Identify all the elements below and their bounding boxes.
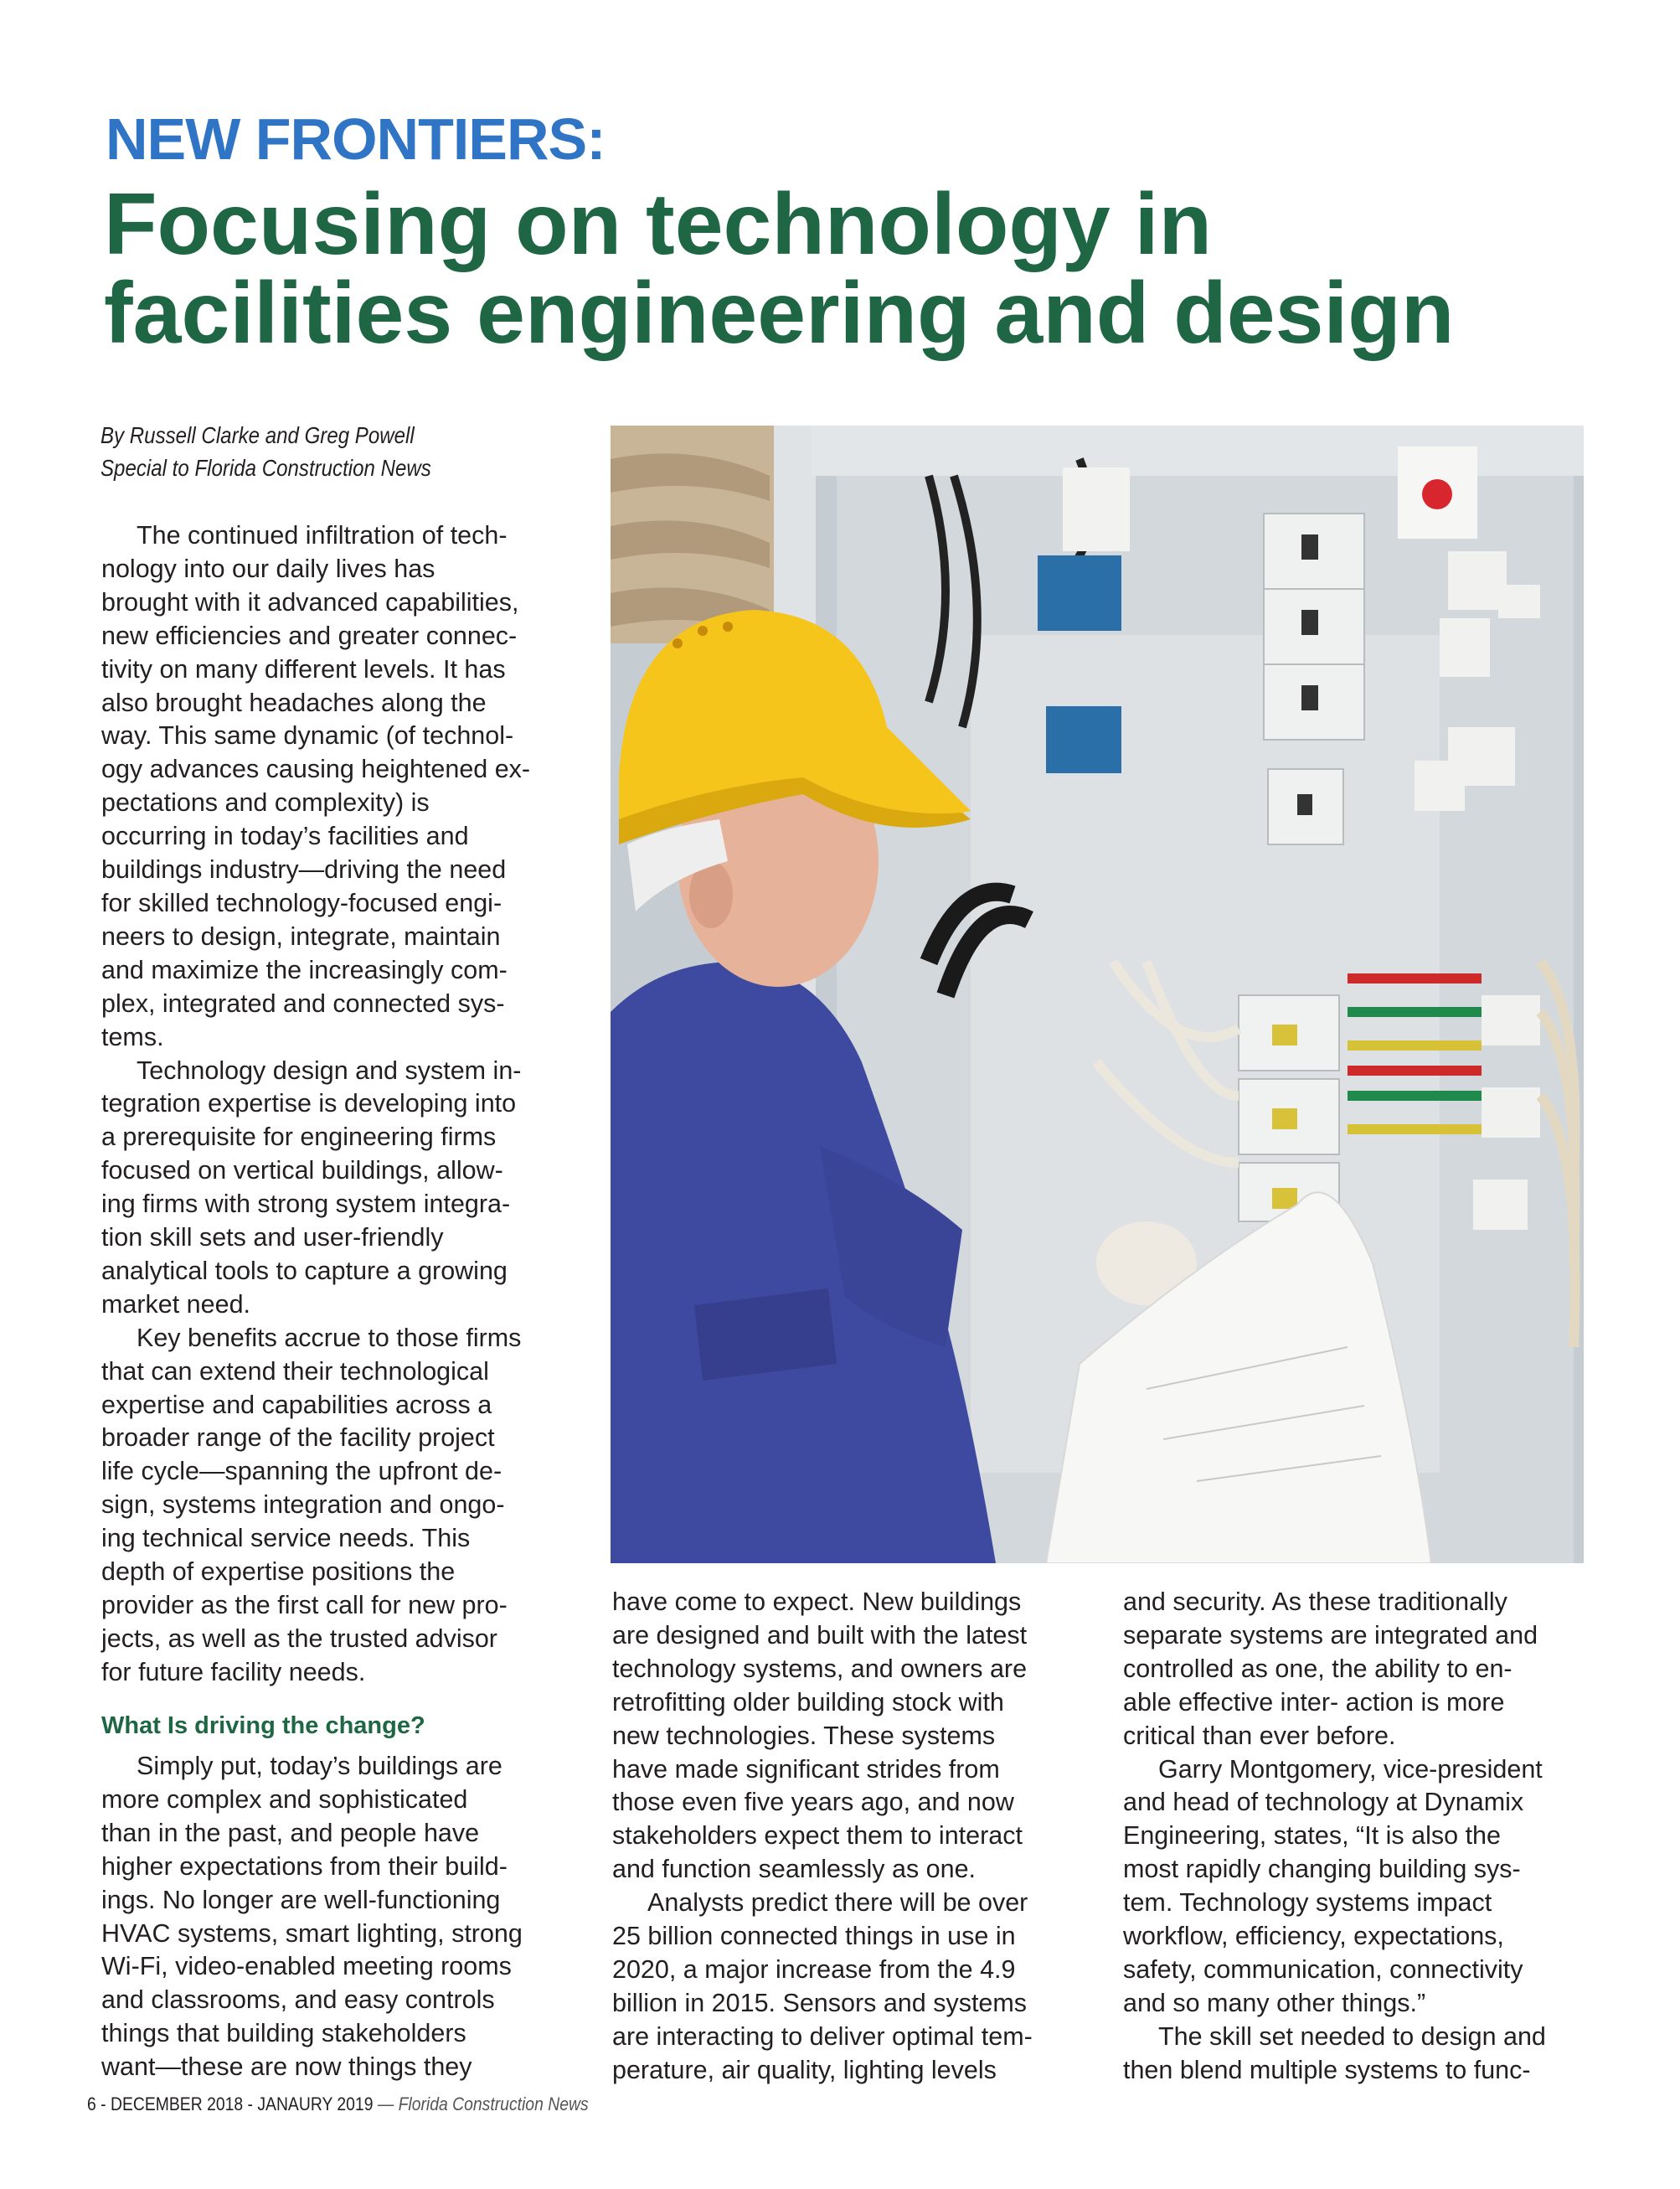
text-line: and maximize the increasingly com- [101, 955, 508, 984]
electrician-photo-illustration [611, 426, 1584, 1563]
text-line: tivity on many different levels. It has [101, 654, 506, 684]
text-line: are interacting to deliver optimal tem- [612, 2021, 1033, 2051]
side-label-3 [1498, 585, 1540, 618]
text-line: for future facility needs. [101, 1657, 366, 1686]
byline-affiliation: Special to Florida Construction News [100, 455, 431, 481]
text-line: jects, as well as the trusted advisor [101, 1624, 497, 1653]
text-line: and head of technology at Dynamix [1123, 1788, 1524, 1817]
text-line: tion skill sets and user-friendly [101, 1223, 444, 1252]
text-line: Key benefits accrue to those firms [137, 1323, 522, 1352]
text-line: are designed and built with the latest [612, 1620, 1028, 1649]
blue-terminal-block-1 [1038, 555, 1121, 631]
text-line: most rapidly changing building sys- [1123, 1855, 1521, 1884]
text-line: Garry Montgomery, vice-president [1158, 1754, 1543, 1784]
text-line: critical than ever before. [1123, 1721, 1396, 1750]
text-line: that can extend their technological [101, 1356, 489, 1386]
hat-vent-icon [673, 638, 683, 648]
text-line: than in the past, and people have [101, 1818, 480, 1847]
text-line: life cycle—spanning the upfront de- [101, 1457, 502, 1486]
byline [100, 419, 431, 484]
text-line: and classrooms, and easy controls [101, 1985, 495, 2015]
text-line: The continued infiltration of tech- [137, 521, 508, 550]
section-kicker: NEW FRONTIERS: [106, 106, 606, 172]
text-line: separate systems are integrated and [1123, 1620, 1538, 1649]
article-column-1 [101, 519, 570, 1690]
text-line: ogy advances causing heightened ex- [101, 755, 531, 784]
article-title-line-1: Focusing on technology in [104, 176, 1213, 273]
bag-folds [611, 453, 770, 635]
text-line: analytical tools to capture a growing [101, 1256, 508, 1285]
cable-label [1063, 467, 1130, 551]
section-subhead: What Is driving the change? [101, 1712, 425, 1739]
article-title-line-2: facilities engineering and design [104, 265, 1455, 362]
article-photo [611, 426, 1584, 1563]
text-line: neers to design, integrate, maintain [101, 922, 501, 951]
text-line: depth of expertise positions the [101, 1557, 456, 1587]
text-line: Wi-Fi, video-enabled meeting rooms [101, 1952, 512, 1981]
text-line: ing technical service needs. This [101, 1524, 471, 1553]
page-footer [87, 2093, 589, 2116]
text-line: way. This same dynamic (of technol- [101, 721, 514, 751]
red-dot-icon [1422, 479, 1452, 509]
text-line: more complex and sophisticated [101, 1784, 468, 1814]
text-line: 2020, a major increase from the 4.9 [612, 1954, 1016, 1984]
text-line: technology systems, and owners are [612, 1654, 1028, 1683]
text-line: ing firms with strong system integra- [101, 1190, 511, 1219]
text-line: nology into our daily lives has [101, 554, 435, 583]
text-line: Analysts predict there will be over [647, 1888, 1028, 1918]
text-line: and so many other things.” [1123, 1988, 1426, 2017]
text-line: things that building stakeholders [101, 2019, 466, 2048]
text-line: and security. As these traditionally [1123, 1588, 1507, 1616]
text-line: brought with it advanced capabilities, [101, 587, 519, 617]
text-line: higher expectations from their build- [101, 1851, 508, 1881]
text-line: occurring in today’s facilities and [101, 822, 469, 851]
text-line: Technology design and system in- [137, 1056, 522, 1085]
text-line: tem. Technology systems impact [1123, 1888, 1492, 1918]
text-line: market need. [101, 1289, 251, 1319]
text-line: billion in 2015. Sensors and systems [612, 1988, 1028, 2017]
text-line: Simply put, today’s buildings are [137, 1752, 502, 1780]
text-line: for skilled technology-focused engi- [101, 888, 502, 917]
article-column-2 [612, 1586, 1090, 2088]
text-line: have come to expect. New buildings [612, 1588, 1022, 1616]
text-line: a prerequisite for engineering firms [101, 1123, 497, 1152]
text-line: provider as the first call for new pro- [101, 1591, 508, 1619]
text-line: 25 billion connected things in use in [612, 1922, 1016, 1951]
text-line: controlled as one, the ability to en- [1123, 1654, 1513, 1683]
text-line: retrofitting older building stock with [612, 1687, 1004, 1717]
byline-authors: By Russell Clarke and Greg Powell [100, 422, 415, 448]
text-line: workflow, efficiency, expectations, [1123, 1922, 1504, 1951]
text-line: buildings industry—driving the need [101, 855, 507, 885]
text-line: then blend multiple systems to func- [1123, 2055, 1531, 2084]
article-column-1-continued [101, 1750, 570, 2084]
side-label-2 [1440, 618, 1490, 677]
text-line: want—these are now things they [101, 2052, 472, 2082]
blue-terminal-block-2 [1046, 706, 1121, 773]
footer-publication: — Florida Construction News [377, 2093, 589, 2114]
text-line: tems. [101, 1022, 164, 1051]
text-line: sign, systems integration and ongo- [101, 1490, 505, 1520]
side-label-5 [1415, 761, 1465, 811]
hat-vent-icon [698, 626, 708, 636]
text-line: pectations and complexity) is [101, 788, 430, 818]
text-line: broader range of the facility project [101, 1423, 495, 1453]
text-line: focused on vertical buildings, allow- [101, 1156, 503, 1185]
text-line: and function seamlessly as one. [612, 1855, 977, 1884]
text-line: ings. No longer are well-functioning [101, 1885, 501, 1914]
text-line: The skill set needed to design and [1158, 2021, 1546, 2051]
text-line: plex, integrated and connected sys- [101, 989, 505, 1018]
article-title [104, 176, 1595, 362]
article-column-3 [1123, 1586, 1600, 2088]
text-line: have made significant strides from [612, 1754, 1000, 1784]
text-line: expertise and capabilities across a [101, 1390, 492, 1419]
text-line: those even five years ago, and now [612, 1788, 1014, 1817]
text-line: able effective inter- action is more [1123, 1687, 1505, 1717]
text-line: perature, air quality, lighting levels [612, 2055, 997, 2084]
text-line: new technologies. These systems [612, 1721, 996, 1750]
text-line: HVAC systems, smart lighting, strong [101, 1918, 523, 1948]
hat-vent-icon [723, 622, 733, 632]
text-line: Engineering, states, “It is also the [1123, 1821, 1501, 1851]
side-label-1 [1448, 551, 1507, 610]
footer-folio: 6 - DECEMBER 2018 - JANAURY 2019 [87, 2093, 374, 2114]
text-line: also brought headaches along the [101, 688, 487, 717]
text-line: new efficiencies and greater connec- [101, 621, 518, 650]
text-line: tegration expertise is developing into [101, 1089, 517, 1118]
text-line: stakeholders expect them to interact [612, 1821, 1023, 1851]
text-line: safety, communication, connectivity [1123, 1954, 1523, 1984]
